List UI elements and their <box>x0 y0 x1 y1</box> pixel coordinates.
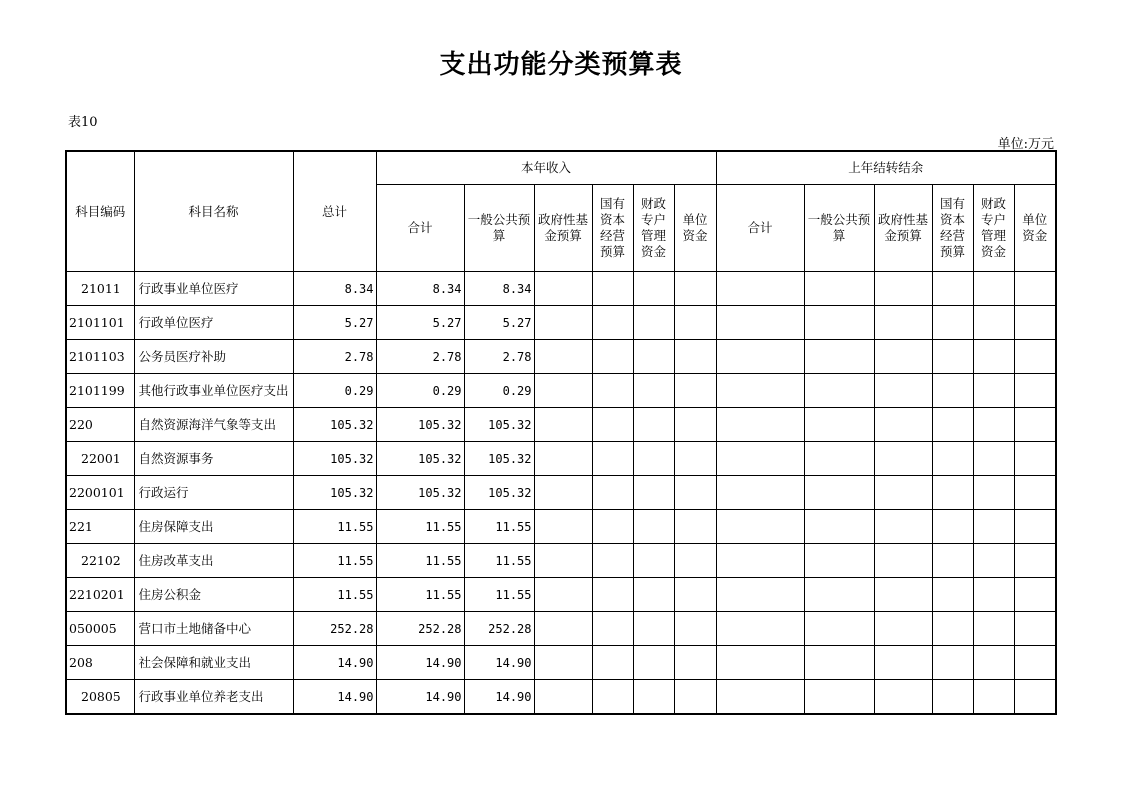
empty-cell <box>674 680 716 715</box>
cell-current-total: 11.55 <box>376 544 464 578</box>
empty-cell <box>874 408 932 442</box>
empty-cell <box>633 646 674 680</box>
empty-cell <box>633 680 674 715</box>
empty-cell <box>804 340 874 374</box>
empty-cell <box>874 680 932 715</box>
empty-cell <box>804 272 874 306</box>
empty-cell <box>932 374 973 408</box>
table-row <box>66 476 1056 510</box>
cell-code: 2101101 <box>66 306 134 340</box>
table-row <box>66 680 1056 715</box>
cell-name: 住房改革支出 <box>134 544 293 578</box>
empty-cell <box>932 680 973 715</box>
header-cur-gov-fund: 政府性基金预算 <box>534 185 592 272</box>
empty-cell <box>674 340 716 374</box>
empty-cell <box>1014 272 1056 306</box>
empty-cell <box>716 510 804 544</box>
empty-cell <box>633 408 674 442</box>
cell-current-total: 14.90 <box>376 680 464 715</box>
empty-cell <box>633 340 674 374</box>
empty-cell <box>716 442 804 476</box>
cell-code: 208 <box>66 646 134 680</box>
empty-cell <box>1014 306 1056 340</box>
empty-cell <box>716 476 804 510</box>
empty-cell <box>633 374 674 408</box>
empty-cell <box>534 510 592 544</box>
empty-cell <box>534 680 592 715</box>
cell-current-total: 105.32 <box>376 476 464 510</box>
empty-cell <box>1014 680 1056 715</box>
cell-current-general: 0.29 <box>464 374 534 408</box>
empty-cell <box>874 510 932 544</box>
empty-cell <box>973 476 1014 510</box>
empty-cell <box>716 544 804 578</box>
cell-name: 营口市土地储备中心 <box>134 612 293 646</box>
empty-cell <box>973 646 1014 680</box>
empty-cell <box>804 442 874 476</box>
cell-current-general: 5.27 <box>464 306 534 340</box>
empty-cell <box>716 612 804 646</box>
cell-code: 2101103 <box>66 340 134 374</box>
empty-cell <box>674 510 716 544</box>
empty-cell <box>874 544 932 578</box>
table-number: 表10 <box>68 115 98 130</box>
cell-code: 2101199 <box>66 374 134 408</box>
empty-cell <box>534 340 592 374</box>
empty-cell <box>1014 374 1056 408</box>
table-row <box>66 272 1056 306</box>
empty-cell <box>716 340 804 374</box>
empty-cell <box>716 680 804 715</box>
cell-name: 自然资源海洋气象等支出 <box>134 408 293 442</box>
empty-cell <box>592 646 633 680</box>
empty-cell <box>932 340 973 374</box>
empty-cell <box>592 340 633 374</box>
empty-cell <box>804 306 874 340</box>
empty-cell <box>804 510 874 544</box>
cell-total: 105.32 <box>293 408 376 442</box>
table-row <box>66 646 1056 680</box>
empty-cell <box>804 408 874 442</box>
header-cur-total: 合计 <box>376 185 464 272</box>
empty-cell <box>633 272 674 306</box>
table-row <box>66 340 1056 374</box>
cell-current-general: 14.90 <box>464 646 534 680</box>
cell-current-general: 11.55 <box>464 578 534 612</box>
budget-table <box>65 150 1057 715</box>
cell-current-total: 105.32 <box>376 408 464 442</box>
empty-cell <box>633 578 674 612</box>
cell-code: 220 <box>66 408 134 442</box>
empty-cell <box>874 442 932 476</box>
empty-cell <box>716 306 804 340</box>
empty-cell <box>716 374 804 408</box>
empty-cell <box>716 578 804 612</box>
empty-cell <box>534 306 592 340</box>
cell-name: 住房保障支出 <box>134 510 293 544</box>
empty-cell <box>932 578 973 612</box>
header-prev-state-capital: 国有资本经营预算 <box>932 185 973 272</box>
table-row <box>66 374 1056 408</box>
empty-cell <box>1014 646 1056 680</box>
empty-cell <box>674 306 716 340</box>
empty-cell <box>973 306 1014 340</box>
cell-total: 11.55 <box>293 510 376 544</box>
cell-total: 2.78 <box>293 340 376 374</box>
empty-cell <box>592 510 633 544</box>
empty-cell <box>674 544 716 578</box>
table-body <box>66 272 1056 715</box>
cell-current-total: 5.27 <box>376 306 464 340</box>
cell-code: 050005 <box>66 612 134 646</box>
empty-cell <box>973 408 1014 442</box>
cell-current-total: 0.29 <box>376 374 464 408</box>
cell-total: 5.27 <box>293 306 376 340</box>
empty-cell <box>1014 408 1056 442</box>
cell-current-total: 8.34 <box>376 272 464 306</box>
cell-code: 2200101 <box>66 476 134 510</box>
cell-total: 252.28 <box>293 612 376 646</box>
empty-cell <box>592 680 633 715</box>
empty-cell <box>716 272 804 306</box>
empty-cell <box>973 272 1014 306</box>
header-cur-state-capital: 国有资本经营预算 <box>592 185 633 272</box>
empty-cell <box>874 340 932 374</box>
empty-cell <box>534 476 592 510</box>
empty-cell <box>716 646 804 680</box>
empty-cell <box>804 578 874 612</box>
empty-cell <box>932 612 973 646</box>
empty-cell <box>592 476 633 510</box>
cell-current-total: 11.55 <box>376 510 464 544</box>
cell-current-total: 105.32 <box>376 442 464 476</box>
empty-cell <box>973 578 1014 612</box>
cell-code: 22001 <box>66 442 134 476</box>
empty-cell <box>804 646 874 680</box>
empty-cell <box>592 272 633 306</box>
cell-total: 8.34 <box>293 272 376 306</box>
empty-cell <box>1014 612 1056 646</box>
empty-cell <box>592 408 633 442</box>
cell-name: 行政事业单位医疗 <box>134 272 293 306</box>
empty-cell <box>534 374 592 408</box>
cell-current-general: 252.28 <box>464 612 534 646</box>
cell-name: 自然资源事务 <box>134 442 293 476</box>
empty-cell <box>973 340 1014 374</box>
empty-cell <box>534 408 592 442</box>
header-prev-unit-fund: 单位资金 <box>1014 185 1056 272</box>
cell-code: 21011 <box>66 272 134 306</box>
empty-cell <box>874 272 932 306</box>
empty-cell <box>633 306 674 340</box>
empty-cell <box>932 510 973 544</box>
empty-cell <box>592 544 633 578</box>
empty-cell <box>592 306 633 340</box>
cell-total: 11.55 <box>293 544 376 578</box>
empty-cell <box>1014 442 1056 476</box>
empty-cell <box>973 442 1014 476</box>
table-row <box>66 306 1056 340</box>
header-cur-special-account: 财政专户管理资金 <box>633 185 674 272</box>
header-code: 科目编码 <box>66 151 134 272</box>
empty-cell <box>534 272 592 306</box>
empty-cell <box>804 612 874 646</box>
cell-current-total: 252.28 <box>376 612 464 646</box>
header-name: 科目名称 <box>134 151 293 272</box>
unit-label: 单位:万元 <box>997 137 1054 152</box>
empty-cell <box>674 476 716 510</box>
cell-total: 105.32 <box>293 442 376 476</box>
cell-current-total: 2.78 <box>376 340 464 374</box>
empty-cell <box>804 544 874 578</box>
table-row <box>66 408 1056 442</box>
empty-cell <box>534 578 592 612</box>
empty-cell <box>1014 510 1056 544</box>
empty-cell <box>633 442 674 476</box>
cell-name: 社会保障和就业支出 <box>134 646 293 680</box>
empty-cell <box>874 612 932 646</box>
empty-cell <box>804 374 874 408</box>
empty-cell <box>633 510 674 544</box>
cell-total: 0.29 <box>293 374 376 408</box>
cell-code: 20805 <box>66 680 134 715</box>
header-prev-gov-fund: 政府性基金预算 <box>874 185 932 272</box>
empty-cell <box>932 442 973 476</box>
empty-cell <box>674 408 716 442</box>
empty-cell <box>874 476 932 510</box>
cell-current-general: 11.55 <box>464 544 534 578</box>
empty-cell <box>874 578 932 612</box>
header-prev-special-account: 财政专户管理资金 <box>973 185 1014 272</box>
cell-name: 行政运行 <box>134 476 293 510</box>
empty-cell <box>874 374 932 408</box>
empty-cell <box>1014 578 1056 612</box>
empty-cell <box>1014 340 1056 374</box>
empty-cell <box>633 476 674 510</box>
header-prev-general: 一般公共预算 <box>804 185 874 272</box>
empty-cell <box>932 646 973 680</box>
empty-cell <box>1014 544 1056 578</box>
header-prev-total: 合计 <box>716 185 804 272</box>
empty-cell <box>674 612 716 646</box>
header-cur-general: 一般公共预算 <box>464 185 534 272</box>
cell-code: 2210201 <box>66 578 134 612</box>
empty-cell <box>932 544 973 578</box>
header-current-year: 本年收入 <box>376 151 716 185</box>
cell-name: 行政事业单位养老支出 <box>134 680 293 715</box>
empty-cell <box>674 374 716 408</box>
empty-cell <box>592 442 633 476</box>
cell-current-general: 105.32 <box>464 442 534 476</box>
empty-cell <box>592 612 633 646</box>
empty-cell <box>874 646 932 680</box>
cell-current-general: 105.32 <box>464 476 534 510</box>
cell-code: 221 <box>66 510 134 544</box>
header-cur-unit-fund: 单位资金 <box>674 185 716 272</box>
empty-cell <box>633 544 674 578</box>
header-carry-over: 上年结转结余 <box>716 151 1056 185</box>
empty-cell <box>534 442 592 476</box>
table-row <box>66 612 1056 646</box>
page-title: 支出功能分类预算表 <box>439 50 683 80</box>
empty-cell <box>592 578 633 612</box>
empty-cell <box>932 306 973 340</box>
empty-cell <box>534 612 592 646</box>
empty-cell <box>932 272 973 306</box>
empty-cell <box>716 408 804 442</box>
empty-cell <box>973 612 1014 646</box>
cell-current-total: 11.55 <box>376 578 464 612</box>
empty-cell <box>973 510 1014 544</box>
header-total: 总计 <box>293 151 376 272</box>
empty-cell <box>534 544 592 578</box>
empty-cell <box>674 272 716 306</box>
empty-cell <box>804 680 874 715</box>
empty-cell <box>973 544 1014 578</box>
empty-cell <box>674 578 716 612</box>
cell-current-general: 2.78 <box>464 340 534 374</box>
empty-cell <box>1014 476 1056 510</box>
empty-cell <box>973 680 1014 715</box>
cell-current-general: 105.32 <box>464 408 534 442</box>
table-row <box>66 578 1056 612</box>
empty-cell <box>674 442 716 476</box>
empty-cell <box>534 646 592 680</box>
cell-current-general: 11.55 <box>464 510 534 544</box>
cell-name: 行政单位医疗 <box>134 306 293 340</box>
cell-total: 105.32 <box>293 476 376 510</box>
cell-total: 14.90 <box>293 646 376 680</box>
cell-name: 公务员医疗补助 <box>134 340 293 374</box>
empty-cell <box>592 374 633 408</box>
cell-code: 22102 <box>66 544 134 578</box>
cell-name: 其他行政事业单位医疗支出 <box>134 374 293 408</box>
cell-current-general: 14.90 <box>464 680 534 715</box>
table-row <box>66 510 1056 544</box>
empty-cell <box>874 306 932 340</box>
empty-cell <box>973 374 1014 408</box>
cell-total: 11.55 <box>293 578 376 612</box>
empty-cell <box>804 476 874 510</box>
table-row <box>66 544 1056 578</box>
cell-total: 14.90 <box>293 680 376 715</box>
empty-cell <box>674 646 716 680</box>
empty-cell <box>932 476 973 510</box>
cell-name: 住房公积金 <box>134 578 293 612</box>
empty-cell <box>932 408 973 442</box>
cell-current-total: 14.90 <box>376 646 464 680</box>
table-row <box>66 442 1056 476</box>
cell-current-general: 8.34 <box>464 272 534 306</box>
empty-cell <box>633 612 674 646</box>
